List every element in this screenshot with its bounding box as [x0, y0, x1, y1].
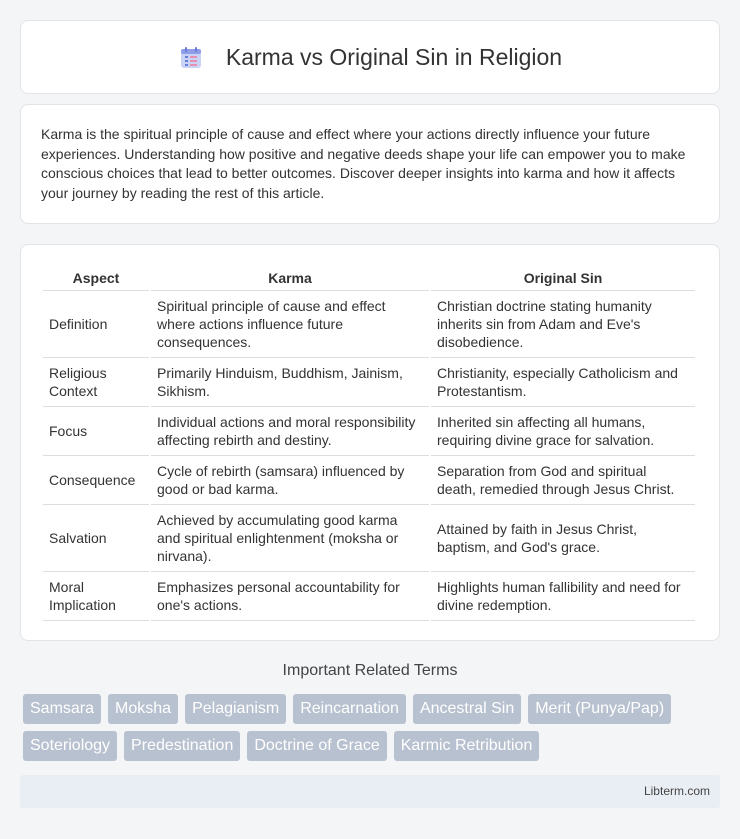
- table-row: [43, 291, 695, 358]
- cell-aspect: Focus: [43, 407, 149, 456]
- table-row: [43, 572, 695, 621]
- cell-original-sin: Christian doctrine stating humanity inherits sin from Adam and Eve's disobedience.: [431, 291, 695, 358]
- table-row: [43, 456, 695, 505]
- tag-soteriology[interactable]: Soteriology: [23, 731, 117, 761]
- tag-row: [23, 731, 723, 761]
- tag-row: [23, 694, 723, 724]
- footer: [20, 775, 720, 808]
- page-title: Karma vs Original Sin in Religion: [225, 43, 563, 70]
- cell-karma: Spiritual principle of cause and effect where actions influence future consequences.: [151, 291, 429, 358]
- tag-doctrine-of-grace[interactable]: Doctrine of Grace: [247, 731, 386, 761]
- cell-aspect: Salvation: [43, 505, 149, 572]
- calendar-list-icon: [178, 45, 204, 71]
- related-terms-title: Important Related Terms: [282, 662, 458, 679]
- cell-aspect: Consequence: [43, 456, 149, 505]
- cell-karma: Cycle of rebirth (samsara) influenced by good or bad karma.: [151, 456, 429, 505]
- cell-original-sin: Attained by faith in Jesus Christ, baptism, and God's grace.: [431, 505, 695, 572]
- tag-predestination[interactable]: Predestination: [124, 731, 240, 761]
- header-karma: Karma: [151, 265, 429, 291]
- table-header-row: [43, 265, 695, 291]
- tag-pelagianism[interactable]: Pelagianism: [185, 694, 286, 724]
- tag-samsara[interactable]: Samsara: [23, 694, 101, 724]
- cell-karma: Individual actions and moral responsibility affecting rebirth and destiny.: [151, 407, 429, 456]
- tag-moksha[interactable]: Moksha: [108, 694, 178, 724]
- cell-original-sin: Separation from God and spiritual death, remedied through Jesus Christ.: [431, 456, 695, 505]
- cell-original-sin: Highlights human fallibility and need for divine redemption.: [431, 572, 695, 621]
- intro-text: Karma is the spiritual principle of cause and effect where your actions directly influence your future experiences. Understanding how positive and negative deeds shape your life can empower you to make conscious choices that lead to better outcomes. Discover deeper insights into karma and how it affects your journey by reading the rest of this article.: [41, 126, 686, 201]
- tag-merit[interactable]: Merit (Punya/Pap): [528, 694, 671, 724]
- footer-brand-link[interactable]: Libterm.com: [643, 784, 710, 798]
- cell-original-sin: Christianity, especially Catholicism and Protestantism.: [431, 358, 695, 407]
- table-row: [43, 505, 695, 572]
- header-card: [20, 20, 720, 94]
- tag-reincarnation[interactable]: Reincarnation: [293, 694, 406, 724]
- cell-karma: Primarily Hinduism, Buddhism, Jainism, Sikhism.: [151, 358, 429, 407]
- intro-card: [20, 104, 720, 224]
- tag-ancestral-sin[interactable]: Ancestral Sin: [413, 694, 521, 724]
- cell-aspect: Religious Context: [43, 358, 149, 407]
- table-row: [43, 358, 695, 407]
- related-terms-tags: [23, 694, 723, 768]
- cell-aspect: Definition: [43, 291, 149, 358]
- cell-karma: Emphasizes personal accountability for one's actions.: [151, 572, 429, 621]
- cell-aspect: Moral Implication: [43, 572, 149, 621]
- tag-karmic-retribution[interactable]: Karmic Retribution: [394, 731, 540, 761]
- comparison-table: [41, 265, 697, 621]
- cell-karma: Achieved by accumulating good karma and spiritual enlightenment (moksha or nirvana).: [151, 505, 429, 572]
- comparison-card: [20, 244, 720, 641]
- header-aspect: Aspect: [43, 265, 149, 291]
- cell-original-sin: Inherited sin affecting all humans, requiring divine grace for salvation.: [431, 407, 695, 456]
- header-original-sin: Original Sin: [431, 265, 695, 291]
- table-row: [43, 407, 695, 456]
